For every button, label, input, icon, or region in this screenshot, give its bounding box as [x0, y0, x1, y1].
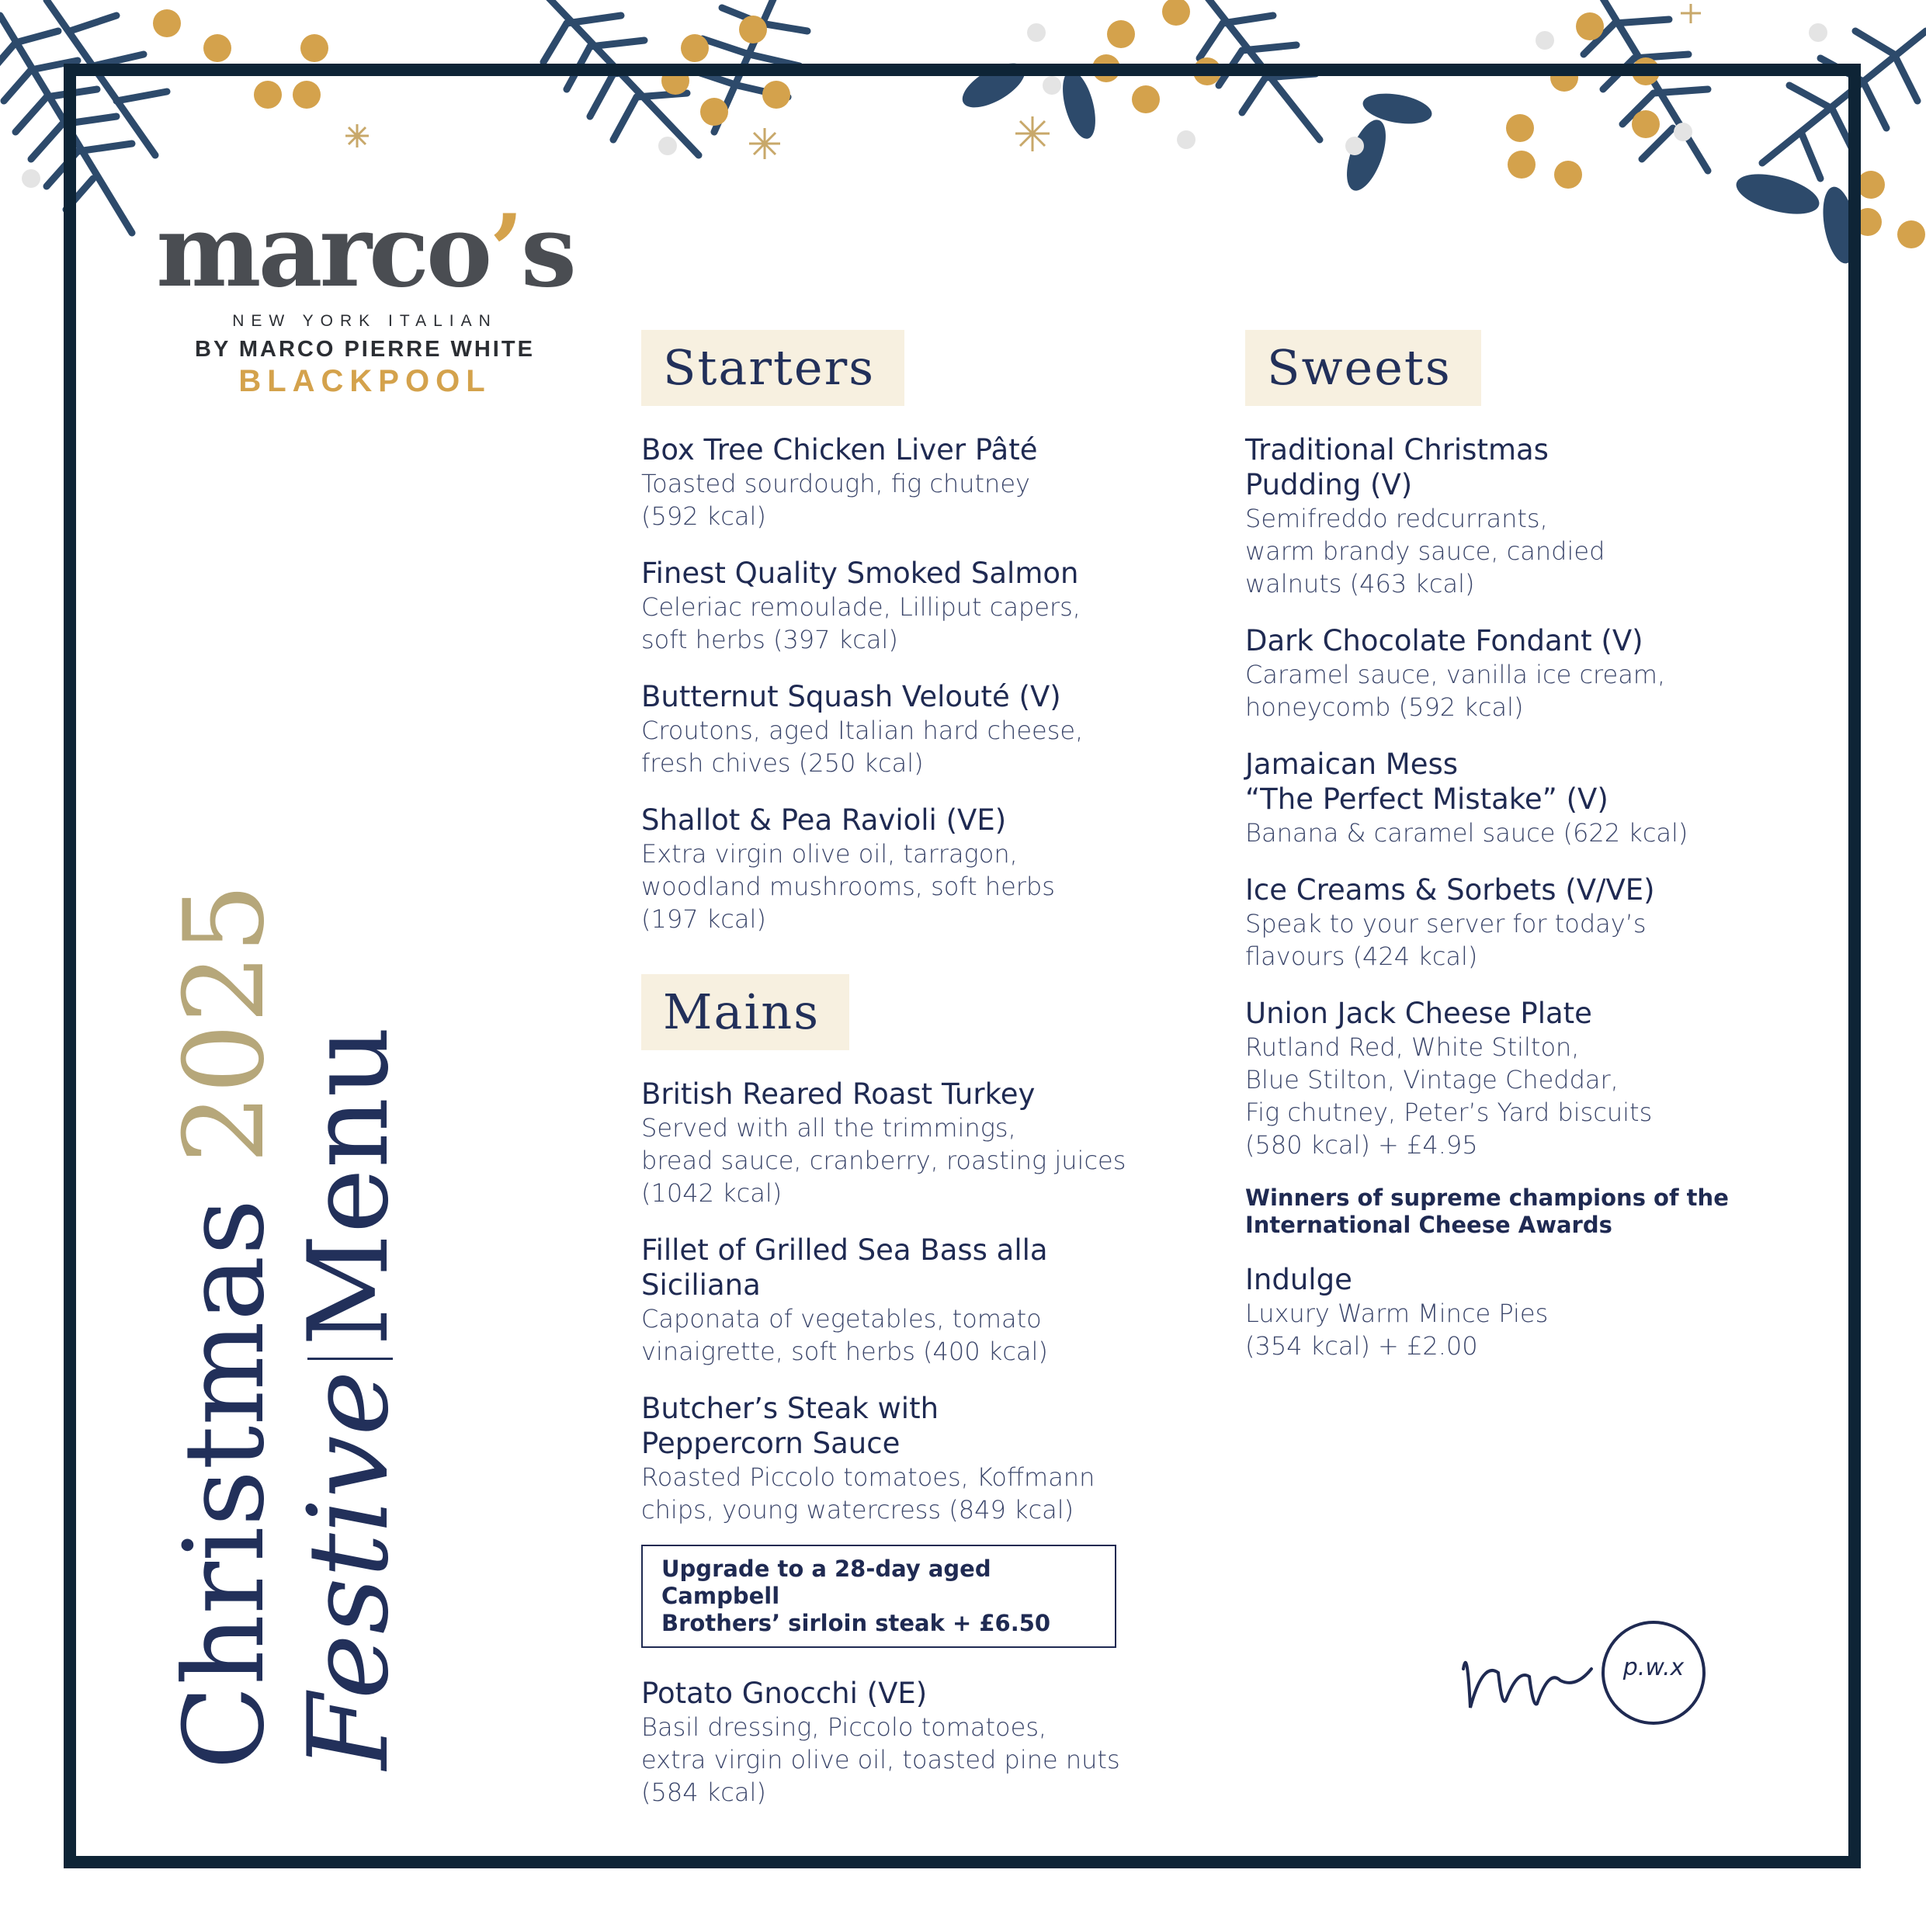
- item-desc: (592 kcal): [641, 501, 766, 531]
- item-name: Indulge: [1245, 1263, 1352, 1296]
- item-desc: Blue Stilton, Vintage Cheddar,: [1245, 1065, 1619, 1094]
- logo-name: marco: [156, 193, 490, 310]
- item-name: “The Perfect Mistake” (V): [1245, 782, 1608, 816]
- title-festive: Festive: [285, 1370, 413, 1770]
- item-desc: Fig chutney, Peter’s Yard biscuits: [1245, 1098, 1653, 1127]
- item-desc: soft herbs (397 kcal): [641, 625, 898, 654]
- item-desc: warm brandy sauce, candied: [1245, 536, 1605, 566]
- item-name: Peppercorn Sauce: [641, 1427, 901, 1460]
- logo-byline: BY MARCO PIERRE WHITE: [195, 337, 535, 362]
- title-year: 2025: [161, 883, 289, 1164]
- left-column: [641, 330, 1138, 1832]
- item-name: Fillet of Grilled Sea Bass alla: [641, 1233, 1048, 1267]
- item-name: Traditional Christmas: [1245, 433, 1549, 467]
- menu-item: [641, 556, 1138, 656]
- item-desc: (580 kcal) + £4.95: [1245, 1130, 1478, 1160]
- item-desc: Basil dressing, Piccolo tomatoes,: [641, 1712, 1047, 1742]
- menu-item: [641, 432, 1138, 532]
- item-name: Union Jack Cheese Plate: [1245, 997, 1592, 1030]
- starters-list: [641, 432, 1138, 935]
- mains-list: [641, 1077, 1138, 1809]
- item-name: Shallot & Pea Ravioli (VE): [641, 803, 1007, 837]
- item-desc: Croutons, aged Italian hard cheese,: [641, 716, 1084, 745]
- item-name: Jamaican Mess: [1245, 747, 1459, 781]
- menu-item: [641, 1676, 1138, 1809]
- menu-item: [1245, 996, 1742, 1161]
- item-desc: honeycomb (592 kcal): [1245, 692, 1524, 722]
- item-desc: Caponata of vegetables, tomato: [641, 1304, 1042, 1334]
- note-line: Winners of supreme champions of the: [1245, 1185, 1729, 1211]
- logo-suffix: s: [520, 193, 574, 310]
- title-line-christmas: [161, 883, 289, 1770]
- title-divider: [307, 1358, 393, 1360]
- item-desc: flavours (424 kcal): [1245, 942, 1478, 971]
- item-name: Siciliana: [641, 1268, 761, 1302]
- logo-wordmark: [155, 193, 574, 310]
- item-desc: Banana & caramel sauce (622 kcal): [1245, 818, 1688, 848]
- menu-item: [1245, 623, 1742, 723]
- upgrade-line: Brothers’ sirloin steak + £6.50: [661, 1610, 1051, 1636]
- item-desc: Semifreddo redcurrants,: [1245, 504, 1548, 533]
- logo-tagline: NEW YORK ITALIAN: [232, 312, 498, 330]
- item-desc: extra virgin olive oil, toasted pine nuts: [641, 1745, 1120, 1774]
- item-desc: Roasted Piccolo tomatoes, Koffmann: [641, 1462, 1095, 1492]
- menu-item: [1245, 1262, 1742, 1362]
- note-line: International Cheese Awards: [1245, 1212, 1612, 1238]
- item-name: British Reared Roast Turkey: [641, 1077, 1036, 1111]
- menu-item: [641, 803, 1138, 935]
- item-name: Butternut Squash Velouté (V): [641, 680, 1061, 713]
- restaurant-logo: [155, 193, 574, 399]
- upgrade-line: Upgrade to a 28-day aged Campbell: [661, 1556, 991, 1609]
- item-desc: chips, young watercress (849 kcal): [641, 1495, 1074, 1524]
- menu-item: [1245, 432, 1742, 600]
- menu-title: [161, 883, 413, 1770]
- menu-item: [641, 1391, 1138, 1526]
- item-desc: (197 kcal): [641, 904, 766, 934]
- title-christmas: Christmas: [161, 1198, 289, 1770]
- item-desc: Caramel sauce, vanilla ice cream,: [1245, 660, 1666, 689]
- logo-apostrophe: ’: [489, 193, 521, 310]
- item-desc: walnuts (463 kcal): [1245, 569, 1475, 598]
- item-name: Butcher’s Steak with: [641, 1392, 939, 1425]
- signature-mark: [1459, 1615, 1723, 1739]
- item-desc: Rutland Red, White Stilton,: [1245, 1032, 1580, 1062]
- item-desc: fresh chives (250 kcal): [641, 748, 924, 778]
- item-name: Box Tree Chicken Liver Pâté: [641, 433, 1038, 467]
- item-desc: Served with all the trimmings,: [641, 1113, 1016, 1143]
- menu-item: [641, 1077, 1138, 1209]
- item-desc: Extra virgin olive oil, tarragon,: [641, 839, 1018, 869]
- item-name: Dark Chocolate Fondant (V): [1245, 624, 1643, 657]
- menu-item: [641, 679, 1138, 779]
- menu-item: [641, 1233, 1138, 1368]
- item-name: Potato Gnocchi (VE): [641, 1677, 928, 1710]
- menu-item: [1245, 872, 1742, 973]
- title-line-festive: [285, 883, 413, 1770]
- item-desc: Speak to your server for today’s: [1245, 909, 1647, 938]
- item-desc: (354 kcal) + £2.00: [1245, 1331, 1478, 1361]
- sweets-list: [1245, 432, 1742, 1362]
- starters-heading: Starters: [641, 330, 904, 406]
- item-name: Finest Quality Smoked Salmon: [641, 557, 1079, 590]
- cheese-awards-note: [1245, 1185, 1742, 1239]
- item-desc: (1042 kcal): [641, 1178, 783, 1208]
- item-desc: woodland mushrooms, soft herbs: [641, 872, 1055, 901]
- item-name: Pudding (V): [1245, 468, 1413, 501]
- item-name: Ice Creams & Sorbets (V/VE): [1245, 873, 1655, 907]
- menu-item: [1245, 747, 1742, 849]
- mains-heading: Mains: [641, 974, 849, 1050]
- signature-initials: p.w.x: [1622, 1654, 1685, 1681]
- title-menu: Menu: [285, 1026, 413, 1347]
- item-desc: Luxury Warm Mince Pies: [1245, 1299, 1549, 1328]
- right-column: [1245, 330, 1742, 1386]
- steak-upgrade-note: [641, 1545, 1116, 1648]
- item-desc: Toasted sourdough, fig chutney: [641, 469, 1030, 498]
- item-desc: vinaigrette, soft herbs (400 kcal): [641, 1337, 1048, 1366]
- item-desc: (584 kcal): [641, 1778, 766, 1807]
- sweets-heading: Sweets: [1245, 330, 1481, 406]
- logo-location: BLACKPOOL: [238, 364, 491, 398]
- item-desc: Celeriac remoulade, Lilliput capers,: [641, 592, 1081, 622]
- signature-scribble: [1463, 1663, 1591, 1708]
- item-desc: bread sauce, cranberry, roasting juices: [641, 1146, 1126, 1175]
